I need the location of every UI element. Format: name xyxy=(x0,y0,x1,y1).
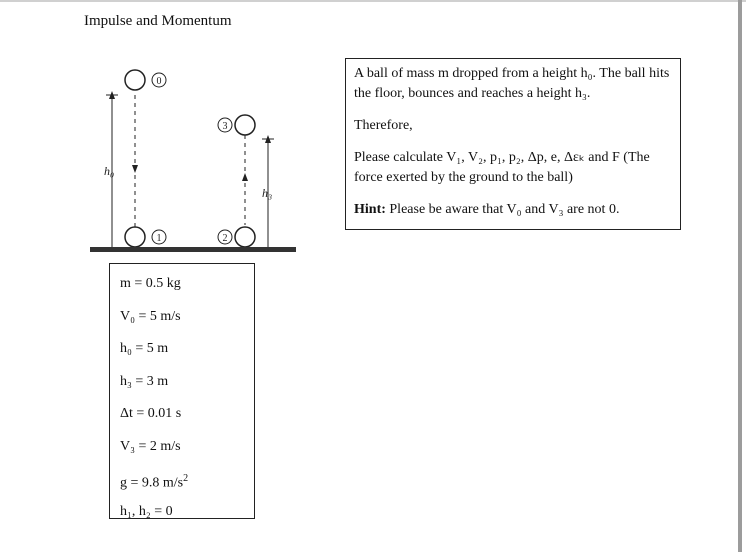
ground xyxy=(90,247,296,252)
ball-3-number: 3 xyxy=(222,121,228,132)
problem-statement: A ball of mass m dropped from a height h₀. The ball hits the floor, bounces and reaches a height h₃. xyxy=(354,66,670,101)
given-values-box xyxy=(109,263,255,519)
ball-1 xyxy=(125,227,145,247)
given-g xyxy=(120,463,244,496)
given-h3: h₃ = 3 m xyxy=(120,373,169,389)
ball-0-number: 0 xyxy=(156,76,162,87)
hint-label: Hint: xyxy=(354,202,386,217)
given-g-exponent: 2 xyxy=(183,473,189,484)
given-mass: m = 0.5 kg xyxy=(120,276,181,291)
therefore-text: Therefore, xyxy=(354,118,413,133)
page-title: Impulse and Momentum xyxy=(84,13,232,29)
ball-2-number: 2 xyxy=(222,233,228,244)
bounce-arrow xyxy=(242,173,248,181)
hint-line xyxy=(354,200,672,220)
problem-request: Please calculate V₁, V₂, p₁, p₂, Δp, e, Δεₖ and F (The force exerted by the ground to the ball) xyxy=(354,150,650,185)
h3-label: h₃ xyxy=(262,186,273,200)
bounce-diagram xyxy=(90,55,300,260)
hint-text: Please be aware that V₀ and V₃ are not 0. xyxy=(389,202,620,217)
given-h1h2: h₁, h₂ = 0 xyxy=(120,503,173,519)
given-v3: V₃ = 2 m/s xyxy=(120,438,181,454)
problem-statement-box xyxy=(345,58,681,230)
page-top-border xyxy=(0,0,746,2)
ball-0 xyxy=(125,70,145,90)
ball-1-number: 1 xyxy=(156,233,162,244)
given-v0: V₀ = 5 m/s xyxy=(120,308,181,324)
ball-3 xyxy=(235,115,255,135)
given-dt: Δt = 0.01 s xyxy=(120,406,182,421)
given-h0: h₀ = 5 m xyxy=(120,341,169,356)
given-g-value: g = 9.8 m/s xyxy=(120,475,184,491)
ball-2 xyxy=(235,227,255,247)
drop-arrow xyxy=(132,165,138,173)
h0-label: h₀ xyxy=(104,164,115,178)
